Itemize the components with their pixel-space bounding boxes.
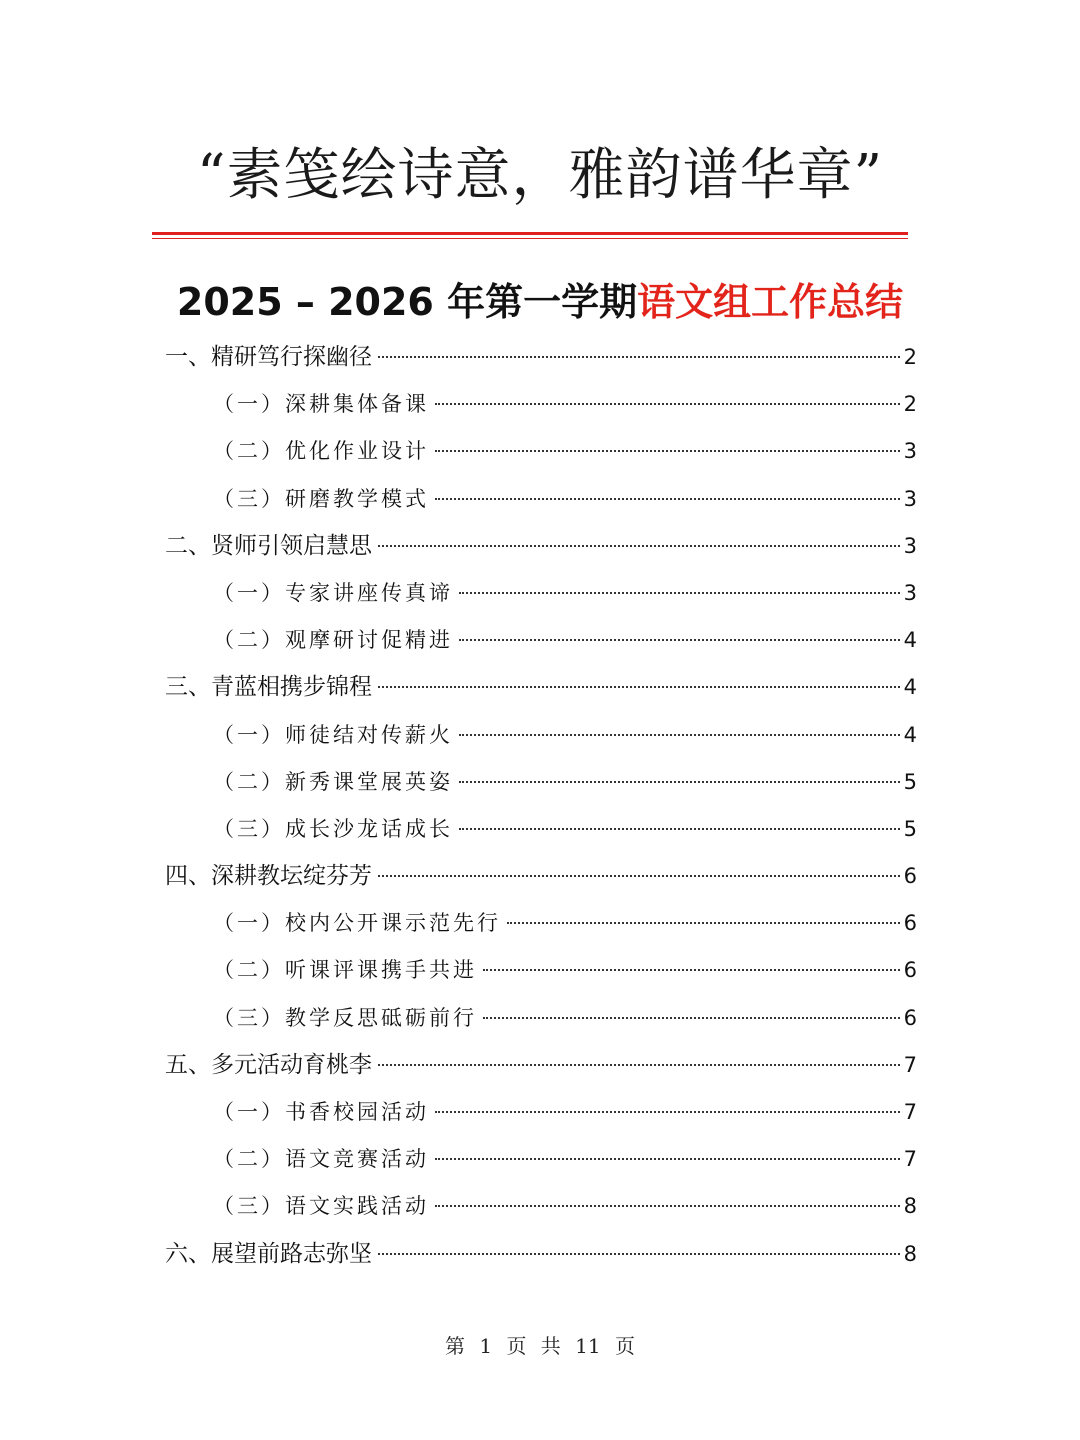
toc-dot-leader	[435, 403, 900, 405]
toc-dot-leader	[459, 592, 900, 594]
toc-entry-label: （一）深耕集体备课	[213, 392, 429, 417]
toc-entry-section-3-1[interactable]	[165, 712, 917, 759]
toc-entry-section-1-2[interactable]	[165, 428, 917, 475]
toc-dot-leader	[435, 1111, 900, 1113]
heading-subject: 语文组工作总结	[637, 280, 904, 324]
toc-entry-label: 二、贤师引领启慧思	[165, 532, 372, 559]
toc-entry-label: （一）专家讲座传真谛	[213, 580, 453, 605]
toc-entry-section-3-3[interactable]	[165, 806, 917, 853]
toc-page-number: 8	[903, 1241, 917, 1266]
toc-entry-section-2[interactable]	[165, 523, 917, 570]
toc-page-number: 7	[903, 1052, 917, 1077]
toc-dot-leader	[435, 498, 900, 500]
toc-page-number: 7	[903, 1147, 917, 1172]
toc-page-number: 3	[903, 580, 917, 605]
toc-page-number: 4	[903, 628, 917, 653]
toc-dot-leader	[459, 828, 900, 830]
toc-entry-label: （三）语文实践活动	[213, 1194, 429, 1219]
toc-entry-section-3-2[interactable]	[165, 759, 917, 806]
toc-entry-label: 四、深耕教坛绽芬芳	[165, 863, 372, 890]
toc-entry-label: 六、展望前路志弥坚	[165, 1240, 372, 1267]
toc-dot-leader	[483, 1017, 900, 1019]
toc-page-number: 6	[903, 1005, 917, 1030]
toc-entry-section-2-1[interactable]	[165, 570, 917, 617]
toc-dot-leader	[459, 639, 900, 641]
toc-dot-leader	[435, 1205, 900, 1207]
toc-page-number: 4	[903, 675, 917, 700]
toc-dot-leader	[507, 922, 900, 924]
toc-page-number: 3	[903, 439, 917, 464]
toc-entry-section-6[interactable]	[165, 1231, 917, 1278]
toc-page-number: 3	[903, 486, 917, 511]
toc-dot-leader	[435, 1158, 900, 1160]
toc-entry-label: （二）语文竞赛活动	[213, 1147, 429, 1172]
toc-page-number: 5	[903, 816, 917, 841]
toc-entry-label: （一）校内公开课示范先行	[213, 911, 501, 936]
page-footer: 第 1 页 共 11 页	[445, 1334, 635, 1358]
toc-entry-section-4-3[interactable]	[165, 995, 917, 1042]
document-heading	[0, 274, 1080, 330]
toc-entry-label: （二）新秀课堂展英姿	[213, 769, 453, 794]
toc-entry-section-5-1[interactable]	[165, 1089, 917, 1136]
toc-entry-label: （二）观摩研讨促精进	[213, 628, 453, 653]
heading-term: 2025 – 2026 年第一学期	[176, 280, 638, 324]
toc-page-number: 7	[903, 1100, 917, 1124]
toc-entry-section-2-2[interactable]	[165, 617, 917, 664]
toc-entry-section-4-1[interactable]	[165, 900, 917, 947]
toc-entry-label: （一）师徒结对传薪火	[213, 722, 453, 747]
toc-entry-label: 一、精研笃行探幽径	[165, 344, 372, 370]
toc-page-number: 4	[903, 722, 917, 747]
toc-entry-label: （三）研磨教学模式	[213, 486, 429, 511]
toc-entry-label: （二）优化作业设计	[213, 439, 429, 464]
toc-dot-leader	[459, 734, 900, 736]
toc-entry-section-1-3[interactable]	[165, 476, 917, 523]
toc-dot-leader	[378, 1064, 900, 1066]
toc-dot-leader	[483, 969, 900, 971]
title-divider-thin	[152, 238, 908, 239]
toc-page-number: 6	[903, 864, 917, 889]
table-of-contents	[165, 334, 917, 1278]
toc-dot-leader	[378, 875, 900, 877]
toc-entry-section-5-3[interactable]	[165, 1183, 917, 1230]
toc-page-number: 2	[903, 392, 917, 417]
toc-page-number: 8	[903, 1194, 917, 1219]
toc-entry-label: 五、多元活动育桃李	[165, 1051, 372, 1078]
toc-entry-section-5[interactable]	[165, 1042, 917, 1089]
toc-entry-section-4-2[interactable]	[165, 947, 917, 994]
toc-entry-section-4[interactable]	[165, 853, 917, 900]
title-divider-thick	[152, 232, 908, 235]
toc-entry-section-5-2[interactable]	[165, 1136, 917, 1183]
toc-page-number: 3	[903, 533, 917, 558]
toc-entry-label: （三）成长沙龙话成长	[213, 816, 453, 841]
document-title: “素笺绘诗意，雅韵谱华章”	[196, 143, 884, 208]
toc-entry-label: （三）教学反思砥砺前行	[213, 1005, 477, 1030]
toc-entry-label: 三、青蓝相携步锦程	[165, 674, 372, 701]
toc-page-number: 2	[903, 345, 917, 369]
toc-dot-leader	[459, 781, 900, 783]
toc-entry-section-3[interactable]	[165, 664, 917, 711]
toc-entry-label: （一）书香校园活动	[213, 1100, 429, 1124]
toc-entry-section-1[interactable]	[165, 334, 917, 381]
toc-dot-leader	[378, 356, 900, 358]
toc-dot-leader	[378, 686, 900, 688]
toc-page-number: 6	[903, 958, 917, 983]
toc-entry-section-1-1[interactable]	[165, 381, 917, 428]
toc-dot-leader	[435, 450, 900, 452]
toc-dot-leader	[378, 1253, 900, 1255]
toc-dot-leader	[378, 545, 900, 547]
toc-page-number: 6	[903, 911, 917, 936]
toc-entry-label: （二）听课评课携手共进	[213, 958, 477, 983]
toc-page-number: 5	[903, 769, 917, 794]
